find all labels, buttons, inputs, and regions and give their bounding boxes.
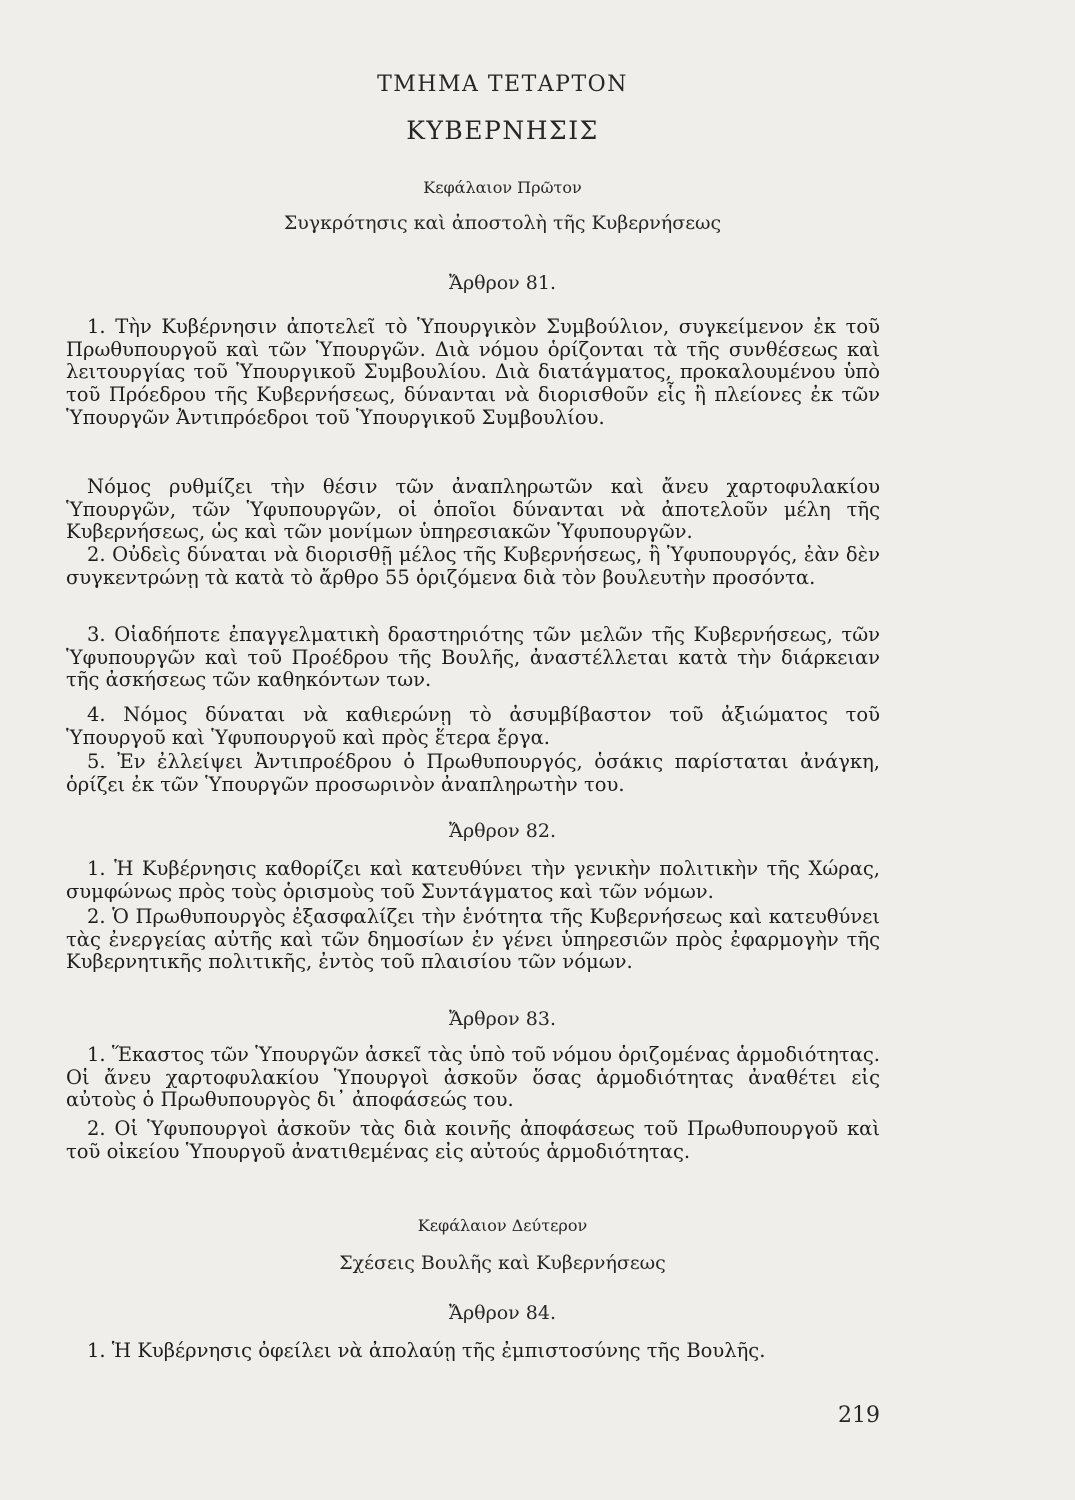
article-81-paragraph-5: 5. Ἐν ἐλλείψει Ἀντιπροέδρου ὁ Πρωθυπουργός, ὁσάκις παρίσταται ἀνάγκη, ὁρίζει ἐκ τῶν Ὑπουργῶν προσωρινὸν ἀναπληρωτὴν του. (66, 750, 880, 796)
article-84-paragraph-1: 1. Ἡ Κυβέρνησις ὀφείλει νὰ ἀπολαύῃ τῆς ἐμπιστοσύνης τῆς Βουλῆς. (87, 1339, 766, 1362)
article-83-heading: Ἄρθρον 83. (449, 1008, 556, 1030)
article-82-heading: Ἄρθρον 82. (449, 820, 556, 842)
chapter-2-label: Κεφάλαιον Δεύτερον (417, 1216, 588, 1235)
article-81-paragraph-4: 4. Νόμος δύναται νὰ καθιερώνῃ τὸ ἀσυμβίβαστον τοῦ ἀξιώματος τοῦ Ὑπουργοῦ καὶ Ὑφυπουργοῦ καὶ πρὸς ἕτερα ἔργα. (66, 703, 880, 749)
article-83-paragraph-2: 2. Οἱ Ὑφυπουργοὶ ἀσκοῦν τὰς διὰ κοινῆς ἀποφάσεως τοῦ Πρωθυπουργοῦ καὶ τοῦ οἰκείου Ὑπουργοῦ ἀνατιθεμένας εἰς αὐτούς ἁρμοδιότητας. (66, 1117, 880, 1163)
article-81-paragraph-1b: Νόμος ρυθμίζει τὴν θέσιν τῶν ἀναπληρωτῶν καὶ ἄνευ χαρτοφυλακίου Ὑπουργῶν, τῶν Ὑφυπουργῶν, οἱ ὁποῖοι δύνανται νὰ ἀποτελοῦν μέλη τῆς Κυβερνήσεως, ὡς καὶ τῶν μονίμων ὑπηρεσιακῶν Ὑφυπουργῶν. (66, 475, 880, 544)
article-84-heading: Ἄρθρον 84. (449, 1302, 556, 1324)
part-title: ΚΥΒΕΡΝΗΣΙΣ (406, 116, 599, 145)
article-82-paragraph-1: 1. Ἡ Κυβέρνησις καθορίζει καὶ κατευθύνει τὴν γενικὴν πολιτικὴν τῆς Χώρας, συμφώνως πρὸς τοὺς ὁρισμοὺς τοῦ Συντάγματος καὶ τῶν νόμων. (66, 857, 880, 903)
chapter-2-subtitle: Σχέσεις Βουλῆς καὶ Κυβερνήσεως (339, 1252, 666, 1274)
article-81-heading: Ἄρθρον 81. (449, 272, 556, 294)
chapter-subtitle: Συγκρότησις καὶ ἀποστολὴ τῆς Κυβερνήσεως (283, 212, 722, 234)
article-81-paragraph-2: 2. Οὐδεὶς δύναται νὰ διορισθῇ μέλος τῆς Κυβερνήσεως, ἢ Ὑφυπουργός, ἐὰν δὲν συγκεντρώνῃ τὰ κατὰ τὸ ἄρθρο 55 ὁριζόμενα διὰ τὸν βουλευτὴν προσόντα. (66, 543, 880, 589)
section-heading: ΤΜΗΜΑ ΤΕΤΑΡΤΟΝ (377, 72, 628, 97)
article-81-paragraph-3: 3. Οἱαδήποτε ἐπαγγελματικὴ δραστηριότης τῶν μελῶν τῆς Κυβερνήσεως, τῶν Ὑφυπουργῶν καὶ τοῦ Προέδρου τῆς Βουλῆς, ἀναστέλλεται κατὰ τὴν διάρκειαν τῆς ἀσκήσεως τῶν καθηκόντων των. (66, 623, 880, 692)
page-number: 219 (838, 1403, 880, 1428)
article-83-paragraph-1: 1. Ἕκαστος τῶν Ὑπουργῶν ἀσκεῖ τὰς ὑπὸ τοῦ νόμου ὁριζομένας ἁρμοδιότητας. Οἱ ἄνευ χαρτοφυλακίου Ὑπουργοὶ ἀσκοῦν ὅσας ἁρμοδιότητας ἀναθέτει εἰς αὐτοὺς ὁ Πρωθυπουργὸς δι᾽ ἀποφάσεώς του. (66, 1043, 880, 1112)
article-82-paragraph-2: 2. Ὁ Πρωθυπουργὸς ἐξασφαλίζει τὴν ἑνότητα τῆς Κυβερνήσεως καὶ κατευθύνει τὰς ἐνεργείας αὐτῆς καὶ τῶν δημοσίων ἐν γένει ὑπηρεσιῶν πρὸς ἐφαρμογὴν τῆς Κυβερνητικῆς πολιτικῆς, ἐντὸς τοῦ πλαισίου τῶν νόμων. (66, 905, 880, 974)
chapter-label: Κεφάλαιον Πρῶτον (423, 178, 582, 197)
article-81-paragraph-1: 1. Τὴν Κυβέρνησιν ἀποτελεῖ τὸ Ὑπουργικὸν Συμβούλιον, συγκείμενον ἐκ τοῦ Πρωθυπουργοῦ καὶ τῶν Ὑπουργῶν. Διὰ νόμου ὁρίζονται τὰ τῆς συνθέσεως καὶ λειτουργίας τοῦ Ὑπουργικοῦ Συμβουλίου. Διὰ διατάγματος, προκαλουμένου ὑπὸ τοῦ Πρόεδρου τῆς Κυβερνήσεως, δύνανται νὰ διορισθοῦν εἷς ἢ πλείονες ἐκ τῶν Ὑπουργῶν Ἀντιπρόεδροι τοῦ Ὑπουργικοῦ Συμβουλίου. (66, 315, 880, 429)
